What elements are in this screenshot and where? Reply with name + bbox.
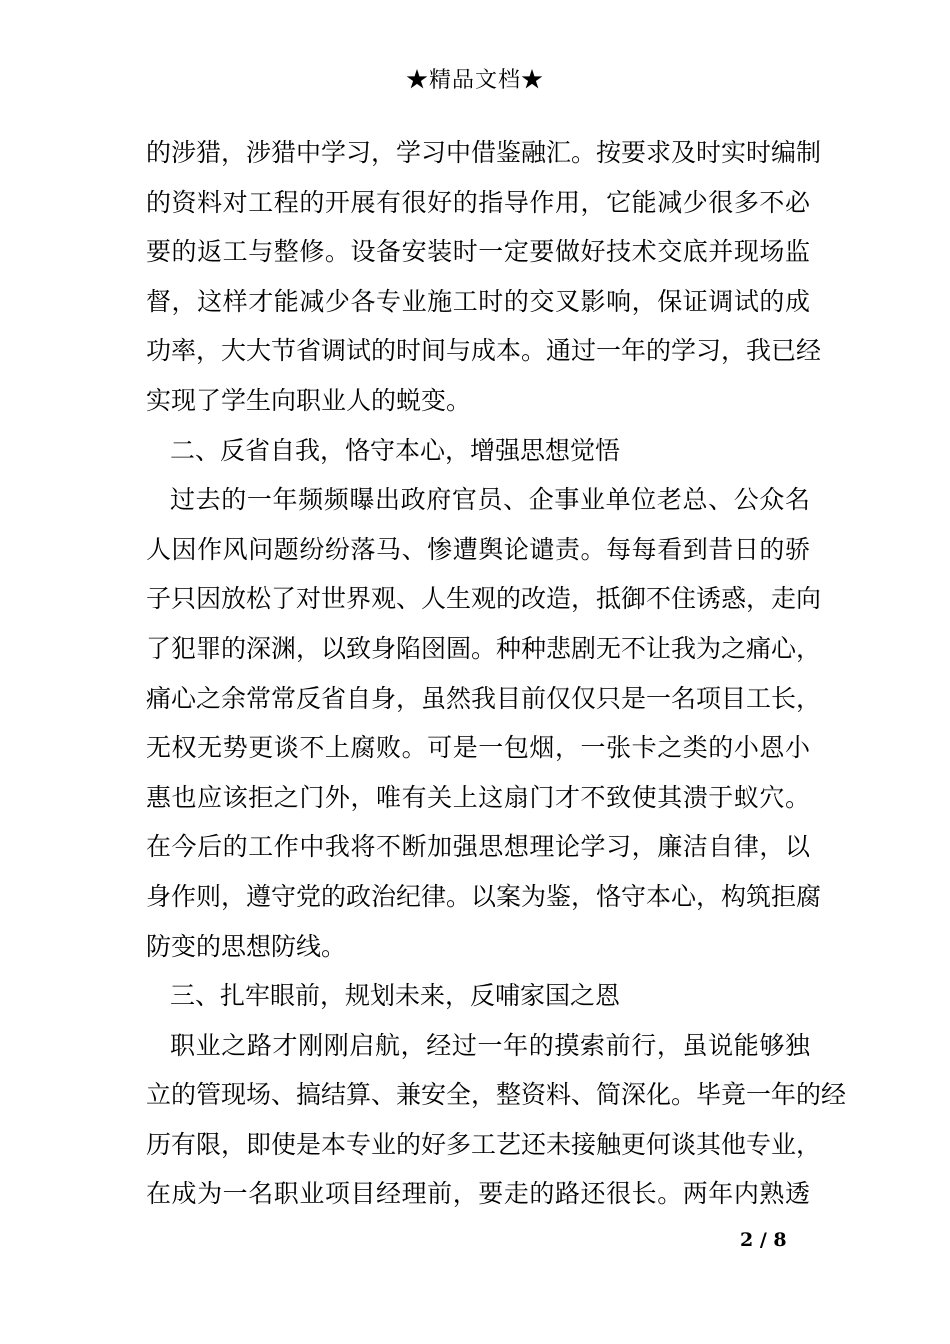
text-line: 痛心之余常常反省自身，虽然我目前仅仅只是一名项目工长， xyxy=(146,683,822,713)
text-line: 在今后的工作中我将不断加强思想理论学习，廉洁自律，以 xyxy=(146,832,810,862)
text-line: 身作则，遵守党的政治纪律。以案为鉴，恪守本心，构筑拒腐 xyxy=(146,881,822,911)
text-line: 防变的思想防线。 xyxy=(146,931,347,961)
text-line: 过去的一年频频曝出政府官员、企事业单位老总、公众名 xyxy=(170,485,810,515)
text-line: 无权无势更谈不上腐败。可是一包烟，一张卡之类的小恩小 xyxy=(146,733,810,763)
page-header: ★精品文档★ xyxy=(405,68,544,93)
text-line: 的涉猎，涉猎中学习，学习中借鉴融汇。按要求及时实时编制 xyxy=(146,138,822,167)
document-body xyxy=(146,128,847,1219)
page-number: 2 / 8 xyxy=(740,1229,787,1251)
section-heading: 二、反省自我，恪守本心，增强思想觉悟 xyxy=(170,435,621,465)
section-heading: 三、扎牢眼前，规划未来，反哺家国之恩 xyxy=(170,981,621,1011)
text-line: 督，这样才能减少各专业施工时的交叉影响，保证调试的成 xyxy=(146,286,810,316)
text-line: 实现了学生向职业人的蜕变。 xyxy=(146,385,472,415)
text-line: 要的返工与整修。设备安装时一定要做好技术交底并现场监 xyxy=(146,237,810,267)
text-line: 子只因放松了对世界观、人生观的改造，抵御不住诱惑，走向 xyxy=(146,584,822,614)
text-line: 职业之路才刚刚启航，经过一年的摸索前行，虽说能够独 xyxy=(170,1030,810,1060)
text-line: 了犯罪的深渊，以致身陷囹圄。种种悲剧无不让我为之痛心， xyxy=(146,633,822,663)
text-line: 的资料对工程的开展有很好的指导作用，它能减少很多不必 xyxy=(146,187,810,217)
text-line: 人因作风问题纷纷落马、惨遭舆论谴责。每每看到昔日的骄 xyxy=(146,534,810,564)
text-line: 惠也应该拒之门外，唯有关上这扇门才不致使其溃于蚁穴。 xyxy=(146,782,810,812)
text-line: 历有限，即使是本专业的好多工艺还未接触更何谈其他专业， xyxy=(146,1129,822,1159)
text-line: 立的管现场、搞结算、兼安全，整资料、简深化。毕竟一年的经 xyxy=(146,1080,847,1110)
text-line: 在成为一名职业项目经理前，要走的路还很长。两年内熟透 xyxy=(146,1179,810,1209)
text-line: 功率，大大节省调试的时间与成本。通过一年的学习，我已经 xyxy=(146,336,822,366)
